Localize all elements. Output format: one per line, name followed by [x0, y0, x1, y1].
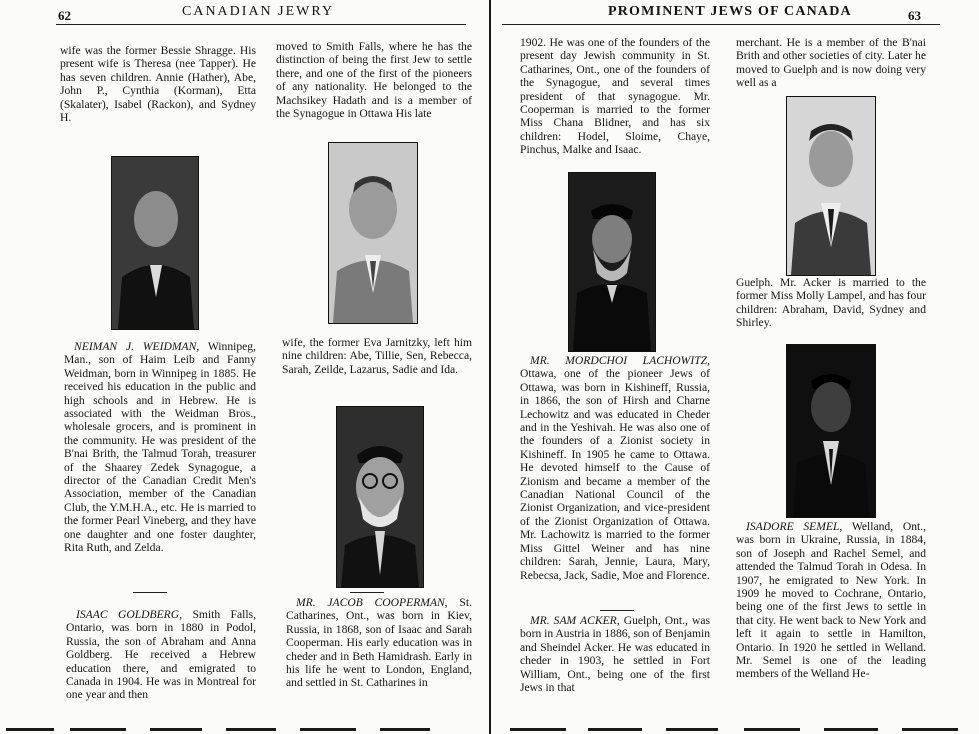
portrait-neiman-weidman — [111, 156, 199, 330]
bio-weidman — [64, 340, 256, 555]
bio-lachowitz — [520, 354, 710, 582]
bio-text: Winnipeg, Man., son of Haim Leib and Fanny Weidman, born in Winnipeg in 1885. He received his education in the public and high schools and in Hebrew. He is associated with the Weidman Bros., wholesale grocers, and is prominent in the community. He was president of the B'nai Brith, the Talmud Torah, treasurer of the Shaarey Zedek Synagogue, a director of the Canadian Credit Men's Association, member of the Canadian Club, the Y.M.H.A., etc. He is married to the former Pearl Vineberg, and they have one daughter and one foster daughter, Rita Ruth, and Zelda. — [64, 340, 256, 555]
bio-continuation-text: wife was the former Bessie Shragge. His present wife is Theresa (nee Tapper). He has seven children. Annie (Hather), Abe, John P., Cynthia (Korman), Etta (Skalater), Isabel (Rackon), and Sydney H. — [60, 44, 256, 125]
bio-continuation-text: 1902. He was one of the founders of the present day Jewish community in St. Catharines, Ont., one of the founders of the Synagogue, and several times president of that synagogue. Mr. Cooperman is married to the former Miss Chana Blidner, and has six children: Hodel, Sloime, Chaye, Pinchus, Malke and Isaac. — [520, 36, 710, 157]
right-col1-top — [520, 36, 710, 157]
portrait-isaac-goldberg — [328, 142, 418, 324]
edge-mark — [380, 728, 430, 731]
header-rule-right — [502, 24, 940, 25]
bio-continuation-text: wife, the former Eva Jarnitzky, left him nine children: Abe, Tillie, Sen, Rebecca, Sarah, Zeilde, Lazarus, Sadie and Ida. — [282, 336, 472, 376]
portrait-jacob-cooperman — [336, 406, 424, 588]
page-number-left: 62 — [58, 8, 71, 23]
portrait-mordchoi-lachowitz — [568, 172, 656, 352]
bio-continuation-text: Guelph. Mr. Acker is married to the former Miss Molly Lampel, and has four children: Abraham, David, Sydney and Shirley. — [736, 276, 926, 330]
right-page — [490, 0, 979, 734]
bio-cooperman — [286, 596, 472, 690]
running-head-left: CANADIAN JEWRY — [182, 4, 335, 19]
bio-text: Guelph, Ont., was born in Austria in 1886, son of Benjamin and Sheindel Acker. He was educated in cheder in 1903, he settled in Fort William, Ont., being one of the first Jews in that — [520, 614, 711, 695]
bio-acker — [520, 614, 710, 694]
header-rule-left — [56, 24, 466, 25]
bio-name: ISAAC GOLDBERG, — [76, 608, 183, 621]
portrait-sam-acker — [786, 96, 876, 276]
left-col2-top — [276, 40, 472, 120]
edge-mark — [300, 728, 356, 731]
separator — [133, 592, 167, 593]
bio-semel — [736, 520, 926, 681]
bio-continuation-text: merchant. He is a member of the B'nai Brith and other societies of city. Later he moved to Guelph and is now doing very well as a — [736, 36, 926, 90]
separator — [600, 610, 634, 611]
bio-text: St. Catharines, Ont., was born in Kiev, Russia, in 1868, son of Isaac and Sarah Cooperman. His early education was in cheder and in Beth Hamidrash. Early in his life he went to London, England, and settled in St. Catharines in — [286, 596, 472, 690]
page-number-right: 63 — [908, 8, 921, 23]
left-col1-top — [60, 44, 256, 124]
left-page — [0, 0, 489, 734]
bio-name: MR. JACOB COOPERMAN, — [296, 596, 448, 609]
edge-mark — [902, 728, 958, 731]
bio-text: Welland, Ont., was born in Ukraine, Russia, in 1884, son of Joseph and Rachel Semel, and attended the Talmud Torah in Odesa. In 1907, he emigrated to New York. In 1909 he moved to Cochrane, Ontario, being one of the first Jews to settle in that city. He went back to New York and left it again to settle in Hamilton, Ontario. In 1920 he settled in Welland. Mr. Semel is one of the leading members of the Welland He- — [736, 520, 927, 681]
right-col2-top — [736, 36, 926, 90]
bio-goldberg — [66, 608, 256, 702]
edge-mark — [824, 728, 878, 731]
edge-mark — [744, 728, 800, 731]
bio-name: MR. MORDCHOI LACHOWITZ, — [530, 354, 710, 367]
right-col2-mid — [736, 276, 926, 330]
portrait-isadore-semel — [786, 344, 876, 518]
bio-name: MR. SAM ACKER, — [530, 614, 620, 627]
bio-continuation-text: moved to Smith Falls, where he has the distinction of being the first Jew to settle there, and one of the first of the pioneers of any nationality. He belonged to the Machsikey Hadath and is a member of the Synagogue in Ottawa His late — [276, 40, 472, 121]
edge-mark — [150, 728, 202, 731]
bio-name: NEIMAN J. WEIDMAN, — [74, 340, 200, 353]
edge-mark — [666, 728, 718, 731]
left-col2-mid — [282, 336, 472, 376]
edge-mark — [226, 728, 276, 731]
edge-mark — [510, 728, 566, 731]
separator — [350, 592, 384, 593]
edge-mark — [70, 728, 126, 731]
edge-mark — [588, 728, 642, 731]
running-head-right: PROMINENT JEWS OF CANADA — [608, 4, 852, 19]
bio-name: ISADORE SEMEL, — [746, 520, 843, 533]
edge-mark — [6, 728, 54, 731]
bio-text: Smith Falls, Ontario, was born in 1880 in Podol, Russia, the son of Abraham and Anna Goldberg. He received a Hebrew education there, and emigrated to Canada in 1904. He was in Montreal for one year and then — [66, 608, 256, 702]
bio-text: Ottawa, one of the pioneer Jews of Ottawa, was born in Kishineff, Russia, in 1866, the son of Hirsh and Charne Lechowitz and was educated in Cheder and in the Yeshivah. He was also one of the founders of a Zionist society in Kishineff. In 1905 he came to Ottawa. He devoted himself to the Cause of Zionism and became a member of the Canadian National Council of the Zionist Organization, and vice-president of the Zionist Organization of Ottawa. Mr. Lachowitz is married to the former Miss Gittel Weiner and has nine children: Sarah, Jennie, Laura, Mary, Rebecsa, Jack, Sadie, Moe and Florence. — [520, 367, 710, 582]
